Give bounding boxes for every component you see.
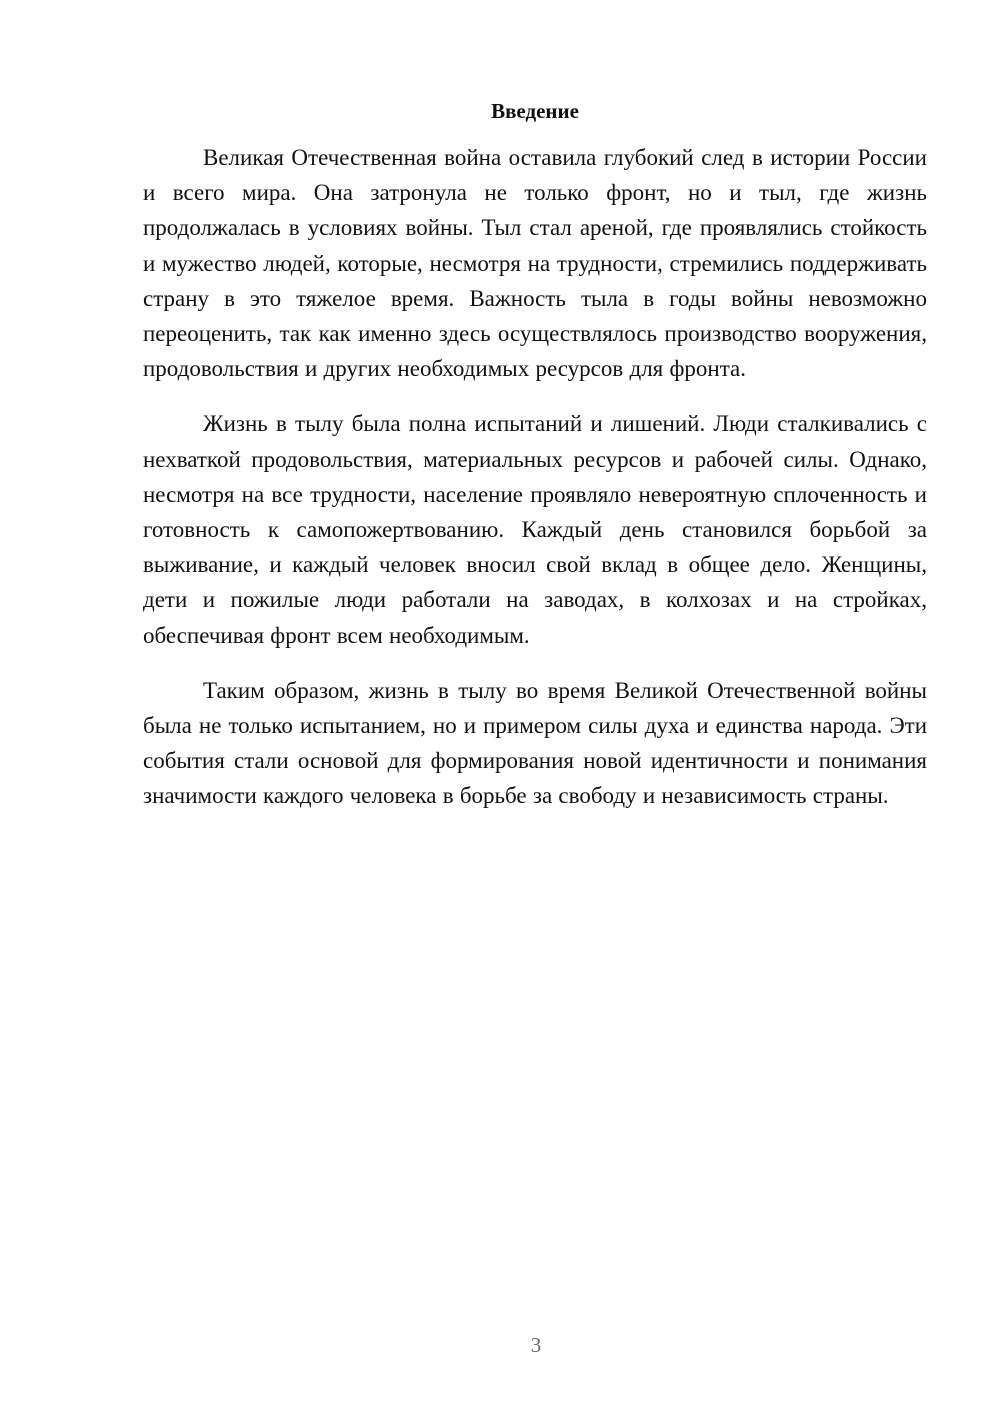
document-body [143,96,927,834]
paragraph-2: Жизнь в тылу была полна испытаний и лишений. Люди сталкивались с нехваткой продовольствия, материальных ресурсов и рабочей силы. Однако, несмотря на все трудности, население проявляло невероятную сплоченность и готовность к самопожертвованию. Каждый день становился борьбой за выживание, и каждый человек вносил свой вклад в общее дело. Женщины, дети и пожилые люди работали на заводах, в колхозах и на стройках, обеспечивая фронт всем необходимым. [143,411,927,648]
page-number: 3 [530,1333,542,1357]
paragraph-3: Таким образом, жизнь в тылу во время Великой Отечественной войны была не только испытанием, но и примером силы духа и единства народа. Эти события стали основой для формирования новой идентичности и понимания значимости каждого человека в борьбе за свободу и независимость страны. [143,677,927,809]
paragraph-1: Великая Отечественная война оставила глубокий след в истории России и всего мира. Она затронула не только фронт, но и тыл, где жизнь продолжалась в условиях войны. Тыл стал ареной, где проявлялись стойкость и мужество людей, которые, несмотря на трудности, стремились поддерживать страну в это тяжелое время. Важность тыла в годы войны невозможно переоценить, так как именно здесь осуществлялось производство вооружения, продовольствия и других необходимых ресурсов для фронта. [143,145,927,382]
section-heading: Введение [491,99,579,123]
